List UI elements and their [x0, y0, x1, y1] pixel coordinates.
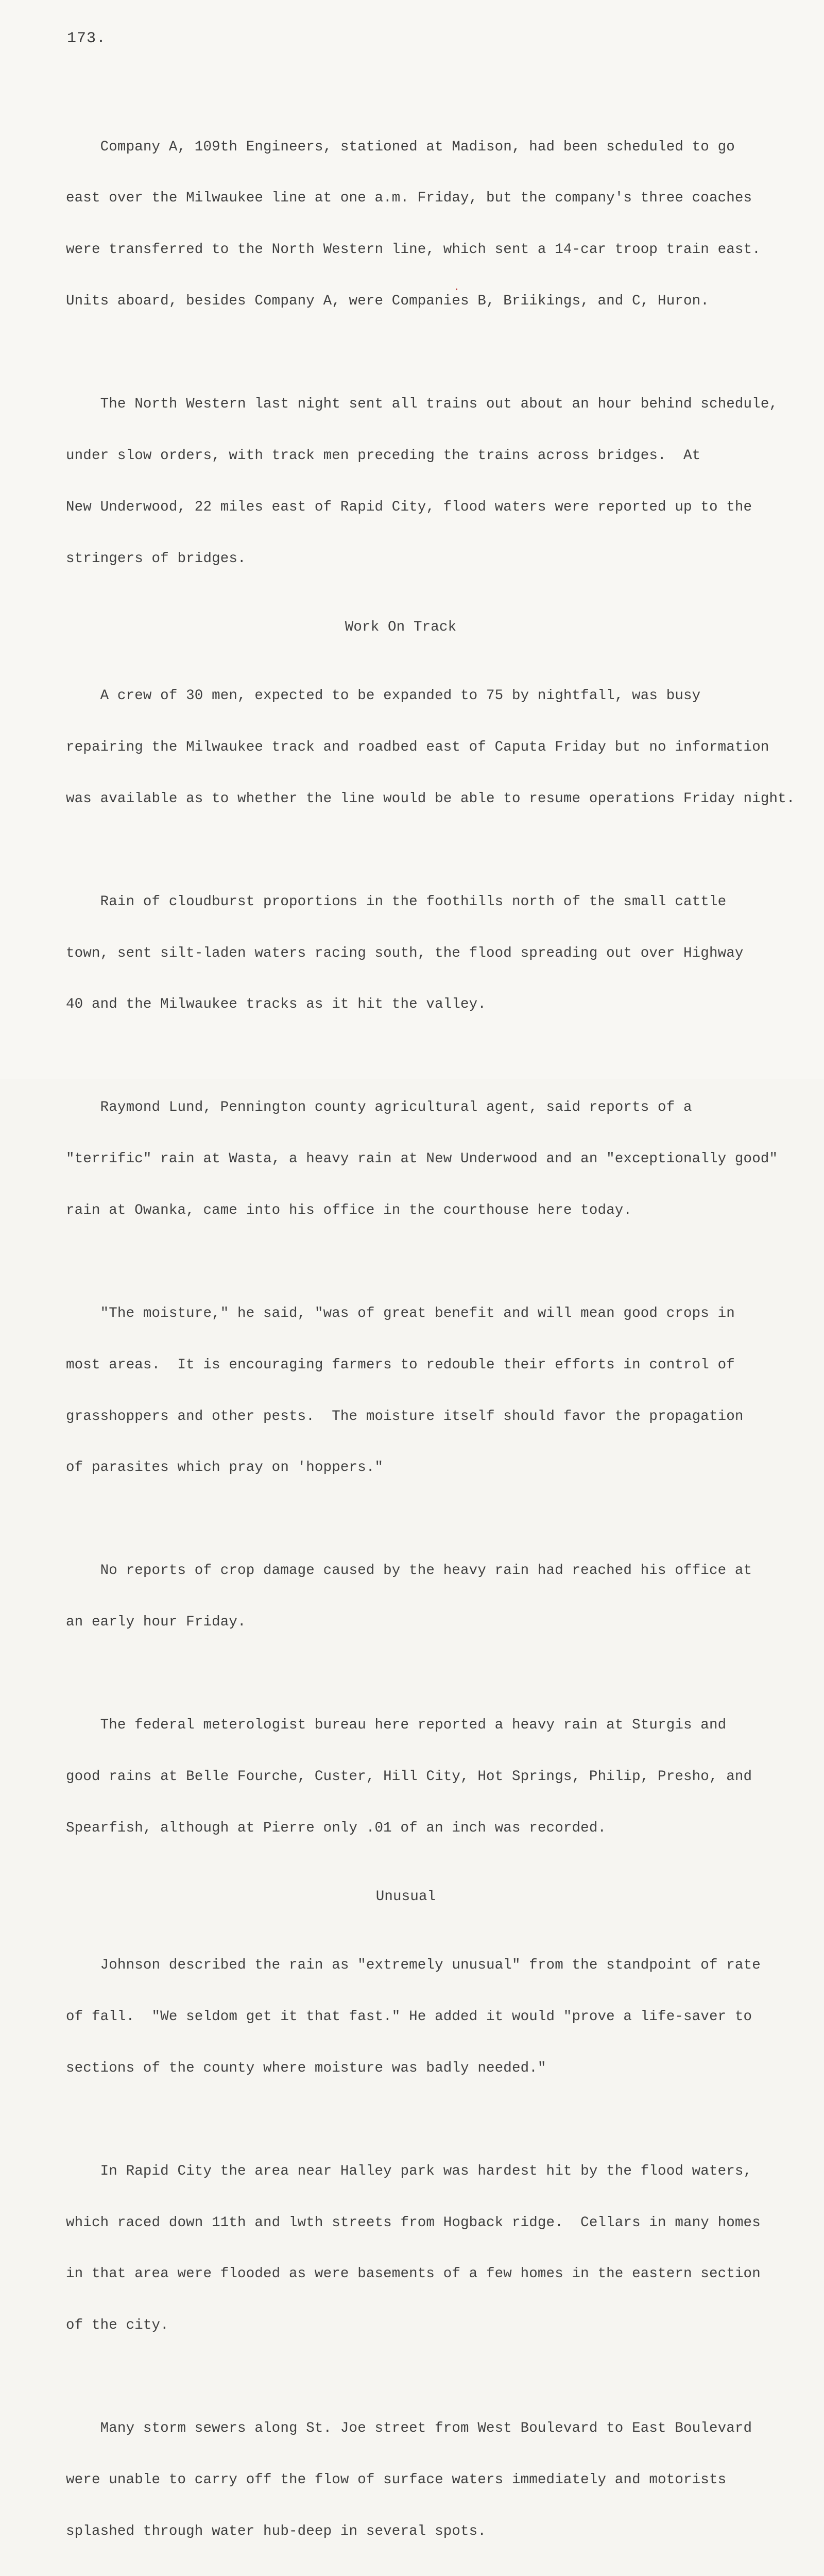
text-line: Many storm sewers along St. Joe street from West Boulevard to East Boulevard [66, 2420, 752, 2437]
text-line: were transferred to the North Western line, which sent a 14-car troop train east. [66, 242, 761, 258]
text-line: splashed through water hub-deep in several spots. [66, 2523, 486, 2539]
text-line: "The moisture," he said, "was of great benefit and will mean good crops in [66, 1305, 735, 1321]
text-line: of fall. "We seldom get it that fast." He added it would "prove a life-saver to [66, 2008, 752, 2025]
paragraph [66, 104, 777, 344]
paragraph [66, 1682, 777, 1871]
text-line: sections of the county where moisture was badly needed." [66, 2060, 546, 2076]
text-line: town, sent silt-laden waters racing south, the flood spreading out over Highway [66, 945, 744, 961]
text-line: repairing the Milwaukee track and roadbed east of Caputa Friday but no information [66, 739, 769, 755]
text-line: New Underwood, 22 miles east of Rapid City, flood waters were reported up to the [66, 499, 752, 515]
text-line: rain at Owanka, came into his office in the courthouse here today. [66, 1202, 632, 1218]
text-line: The federal meterologist bureau here reported a heavy rain at Sturgis and [66, 1717, 727, 1733]
paragraph [66, 1270, 777, 1511]
text-line: was available as to whether the line would be able to resume operations Friday night. [66, 790, 795, 807]
text-line: Company A, 109th Engineers, stationed at Madison, had been scheduled to go [66, 139, 735, 155]
paragraph [66, 1065, 777, 1253]
section-heading: Work On Track [345, 619, 457, 635]
section-heading: Unusual [375, 1888, 436, 1905]
text-line: under slow orders, with track men preceding the trains across bridges. At [66, 447, 701, 464]
text-line: Units aboard, besides Company A, were Companies B, Briikings, and C, Huron. [66, 293, 709, 310]
text-line: Johnson described the rain as "extremely unusual" from the standpoint of rate [66, 1957, 761, 1974]
text-line: in that area were flooded as were basements of a few homes in the eastern section [66, 2266, 761, 2282]
paragraph [66, 2385, 777, 2574]
text-line: The North Western last night sent all trains out about an hour behind schedule, [66, 396, 778, 413]
text-line: stringers of bridges. [66, 550, 246, 567]
text-line: were unable to carry off the flow of surface waters immediately and motorists [66, 2471, 727, 2488]
text-line: which raced down 11th and lwth streets from Hogback ridge. Cellars in many homes [66, 2214, 761, 2231]
page-number: 173. [67, 30, 107, 47]
text-line: of the city. [66, 2317, 169, 2334]
text-line: east over the Milwaukee line at one a.m. Friday, but the company's three coaches [66, 190, 752, 207]
paragraph [66, 653, 795, 842]
text-line: most areas. It is encouraging farmers to redouble their efforts in control of [66, 1357, 735, 1373]
text-line: No reports of crop damage caused by the heavy rain had reached his office at [66, 1563, 752, 1579]
text-line: "terrific" rain at Wasta, a heavy rain at New Underwood and an "exceptionally good" [66, 1151, 778, 1167]
text-line: good rains at Belle Fourche, Custer, Hill City, Hot Springs, Philip, Presho, and [66, 1768, 752, 1785]
text-line: A crew of 30 men, expected to be expanded to 75 by nightfall, was busy [66, 688, 701, 704]
ink-speck [456, 289, 457, 290]
text-line: Spearfish, although at Pierre only .01 of an inch was recorded. [66, 1820, 607, 1836]
paragraph [66, 859, 777, 1047]
text-line: of parasites which pray on 'hoppers." [66, 1460, 384, 1476]
text-line: 40 and the Milwaukee tracks as it hit the valley. [66, 996, 486, 1013]
paragraph [66, 361, 777, 601]
paragraph [66, 1922, 777, 2111]
text-line: Rain of cloudburst proportions in the foothills north of the small cattle [66, 893, 727, 910]
document-body [66, 104, 795, 2576]
text-line: Raymond Lund, Pennington county agricultural agent, said reports of a [66, 1099, 692, 1116]
text-line: In Rapid City the area near Halley park was hardest hit by the flood waters, [66, 2163, 752, 2179]
text-line: an early hour Friday. [66, 1614, 246, 1631]
text-line: grasshoppers and other pests. The moisture itself should favor the propagation [66, 1408, 744, 1425]
paragraph [66, 2128, 777, 2368]
paragraph [66, 1528, 777, 1665]
